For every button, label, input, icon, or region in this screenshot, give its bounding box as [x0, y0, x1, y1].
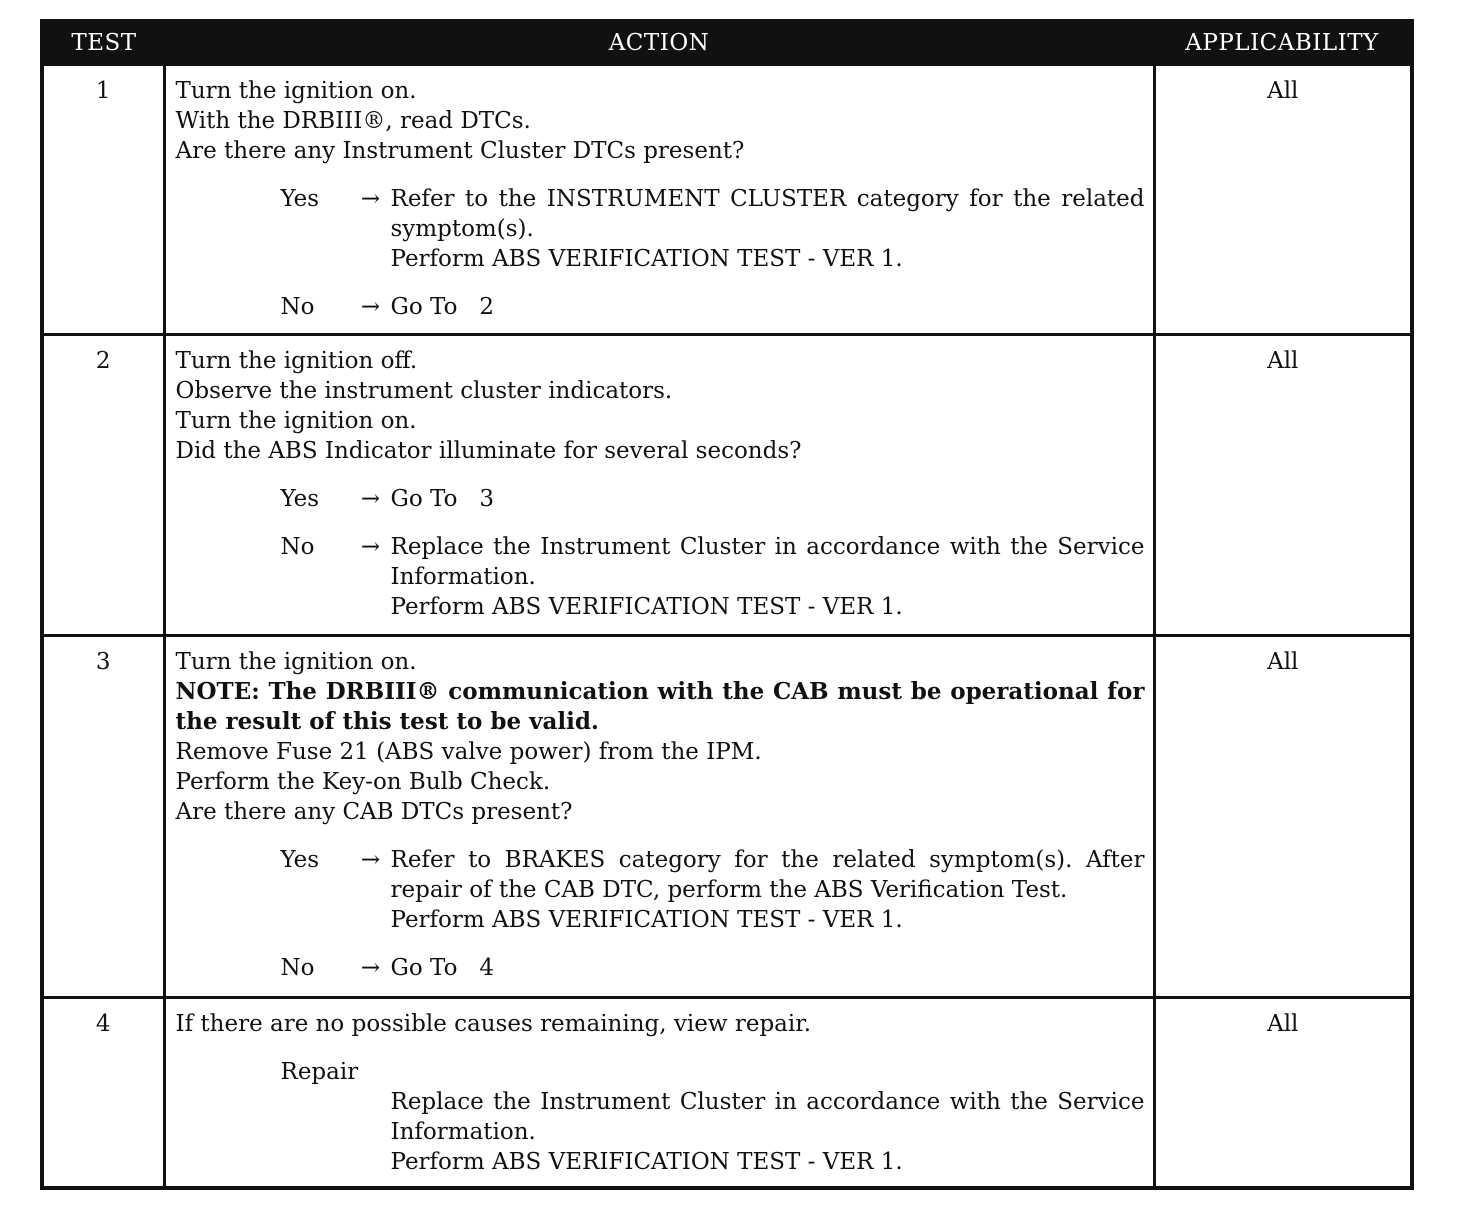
no-response: [281, 292, 1145, 322]
repair-line: Perform ABS VERIFICATION TEST - VER 1.: [390, 1149, 903, 1175]
action-line: Turn the ignition on.: [175, 78, 417, 104]
result-line: Go To 2: [390, 294, 494, 320]
table-row: [42, 998, 1412, 1188]
action-line: Turn the ignition on.: [175, 408, 417, 434]
header-action: ACTION: [164, 21, 1154, 65]
table-header-row: [42, 21, 1412, 65]
action-line: Remove Fuse 21 (ABS valve power) from the IPM.: [175, 739, 762, 765]
result-line: Perform ABS VERIFICATION TEST - VER 1.: [390, 246, 903, 272]
result-line: Go To 3: [390, 486, 494, 512]
no-label: No: [280, 534, 315, 560]
yes-result: [391, 184, 1145, 274]
arrow-icon: →: [360, 294, 381, 320]
result-line: Perform ABS VERIFICATION TEST - VER 1.: [390, 907, 903, 933]
table-row: [42, 636, 1412, 998]
action-line: With the DRBIII®, read DTCs.: [175, 108, 531, 134]
applicability-value: All: [1154, 998, 1412, 1188]
action-line: Turn the ignition on.: [175, 649, 417, 675]
action-line: Are there any CAB DTCs present?: [175, 799, 573, 825]
yes-label: Yes: [280, 186, 320, 212]
action-line: Are there any Instrument Cluster DTCs present?: [175, 138, 745, 164]
arrow-icon: →: [360, 847, 381, 873]
no-result: [391, 953, 1145, 983]
table-row: [42, 335, 1412, 636]
result-line: Replace the Instrument Cluster in accordance with the Service Information.: [390, 534, 1145, 590]
test-number: 1: [42, 65, 164, 335]
yes-result: [391, 845, 1145, 935]
yes-label: Yes: [280, 486, 320, 512]
action-cell: [164, 636, 1154, 998]
action-line: Turn the ignition off.: [175, 348, 418, 374]
diagnostic-test-table: [40, 19, 1414, 1190]
table-row: [42, 65, 1412, 335]
arrow-icon: →: [360, 955, 381, 981]
no-result: [391, 292, 1145, 322]
action-cell: [164, 998, 1154, 1188]
result-line: Refer to the INSTRUMENT CLUSTER category for the related symptom(s).: [390, 186, 1145, 242]
arrow-icon: →: [360, 534, 381, 560]
repair-body: [391, 1087, 1145, 1177]
header-test: TEST: [42, 21, 164, 65]
action-cell: [164, 335, 1154, 636]
yes-response: [281, 184, 1145, 274]
action-line: Did the ABS Indicator illuminate for several seconds?: [175, 438, 802, 464]
test-number: 2: [42, 335, 164, 636]
result-line: Go To 4: [390, 955, 494, 981]
no-response: [281, 953, 1145, 983]
applicability-value: All: [1154, 65, 1412, 335]
header-applicability: APPLICABILITY: [1154, 21, 1412, 65]
action-line: If there are no possible causes remaining, view repair.: [175, 1011, 812, 1037]
action-cell: [164, 65, 1154, 335]
repair-label: Repair: [280, 1059, 359, 1085]
yes-result: [391, 484, 1145, 514]
arrow-icon: →: [360, 486, 381, 512]
note-text: NOTE: The DRBIII® communication with the CAB must be operational for the result of this test to be valid.: [175, 678, 1145, 735]
yes-response: [281, 845, 1145, 935]
action-line: Observe the instrument cluster indicators.: [175, 378, 673, 404]
test-number: 4: [42, 998, 164, 1188]
result-line: Perform ABS VERIFICATION TEST - VER 1.: [390, 594, 903, 620]
arrow-icon: →: [360, 186, 381, 212]
test-number: 3: [42, 636, 164, 998]
repair-line: Replace the Instrument Cluster in accordance with the Service Information.: [390, 1089, 1145, 1145]
yes-label: Yes: [280, 847, 320, 873]
no-label: No: [280, 955, 315, 981]
action-line: Perform the Key-on Bulb Check.: [175, 769, 551, 795]
result-line: Refer to BRAKES category for the related symptom(s). After repair of the CAB DTC, perform the ABS Verification Test.: [390, 847, 1145, 903]
yes-response: [281, 484, 1145, 514]
applicability-value: All: [1154, 335, 1412, 636]
applicability-value: All: [1154, 636, 1412, 998]
no-result: [391, 532, 1145, 622]
no-response: [281, 532, 1145, 622]
no-label: No: [280, 294, 315, 320]
